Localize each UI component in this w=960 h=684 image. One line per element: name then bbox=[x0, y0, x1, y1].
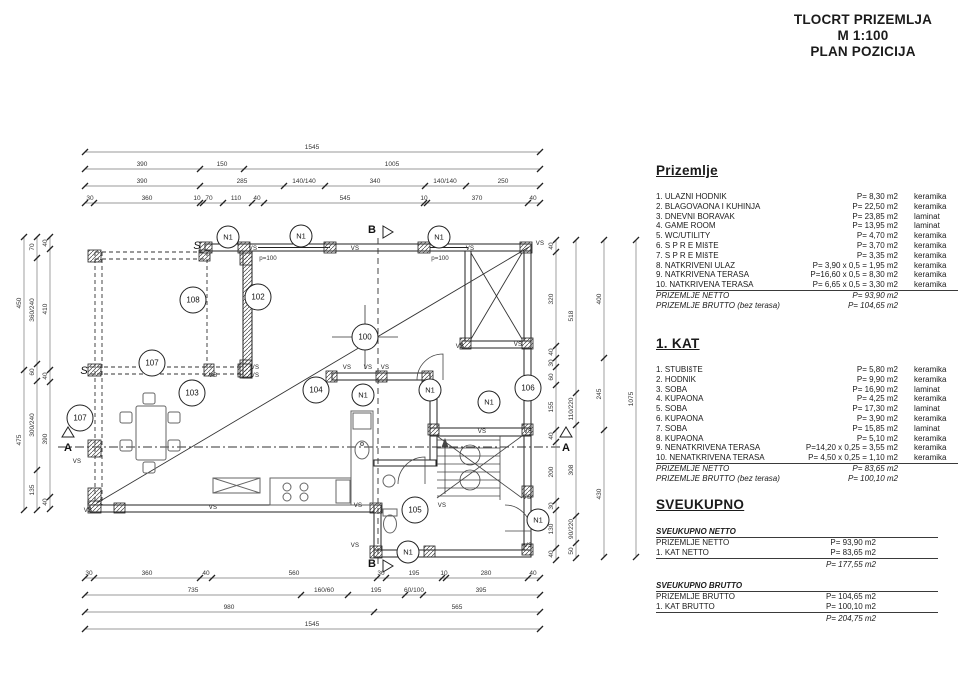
dim-label: 110/220 bbox=[568, 397, 575, 421]
section-sveukupno bbox=[656, 497, 958, 634]
total-value: P= 93,90 m2 bbox=[830, 538, 876, 547]
room-area: P=16,60 x 0,5 = 8,30 m2 bbox=[810, 270, 898, 280]
area-row bbox=[656, 221, 958, 231]
wall-vs-label: VS bbox=[248, 246, 258, 252]
toilet bbox=[384, 515, 397, 533]
dim-label: 155 bbox=[548, 401, 555, 413]
dim-label: 360/240 bbox=[29, 298, 36, 322]
dim-label: 40 bbox=[42, 498, 49, 506]
area-row bbox=[656, 261, 958, 271]
total-row bbox=[656, 592, 938, 602]
dim-label: 40 bbox=[253, 195, 261, 202]
netto-value: P= 93,90 m2 bbox=[852, 290, 898, 300]
wall-vs-label: VS bbox=[208, 505, 218, 511]
total-name: PRIZEMLJE NETTO bbox=[656, 538, 730, 547]
room-material: keramika bbox=[914, 443, 947, 453]
room-material: laminat bbox=[914, 221, 940, 231]
room-material: keramika bbox=[914, 374, 947, 384]
room-area: P= 13,95 m2 bbox=[852, 221, 898, 231]
section-heading: Prizemlje bbox=[656, 163, 718, 178]
netto-value: P= 83,65 m2 bbox=[852, 463, 898, 473]
dim-label: 195 bbox=[408, 570, 420, 577]
area-row bbox=[656, 434, 958, 444]
area-row bbox=[656, 414, 958, 424]
marker-number: N1 bbox=[223, 232, 233, 242]
room-material: keramika bbox=[914, 413, 947, 423]
total-row bbox=[656, 548, 938, 558]
total-value: P= 100,10 m2 bbox=[825, 602, 876, 611]
room-material: keramika bbox=[914, 250, 947, 260]
section-letter: B bbox=[368, 558, 376, 570]
dim-label: 565 bbox=[451, 604, 463, 611]
dim-label: 150 bbox=[216, 161, 228, 168]
total-value: P= 104,65 m2 bbox=[825, 592, 876, 601]
room-material: laminat bbox=[914, 211, 940, 221]
total-row bbox=[656, 538, 938, 548]
dim-label: 390 bbox=[42, 433, 49, 445]
dim-label: 40 bbox=[42, 372, 49, 380]
netto-grand-total: P= 177,55 m2 bbox=[825, 560, 876, 569]
area-row bbox=[656, 394, 958, 404]
dim-label: 1005 bbox=[384, 161, 400, 168]
dim-label: 30 bbox=[548, 502, 555, 510]
room-name: 5. WC/UTILITY bbox=[656, 231, 711, 241]
brutto-label: PRIZEMLJE BRUTTO (bez terasa) bbox=[656, 473, 780, 483]
dim-label: 395 bbox=[475, 587, 487, 594]
dim-label: 10 bbox=[193, 195, 201, 202]
wall-vs-label: VS bbox=[522, 495, 532, 501]
drawing-title: TLOCRT PRIZEMLJA bbox=[793, 12, 933, 27]
room-area: P= 4,25 m2 bbox=[856, 394, 898, 404]
marker-number: 106 bbox=[521, 383, 535, 393]
dimensions-and-markers bbox=[16, 144, 639, 632]
dim-label: 735 bbox=[187, 587, 199, 594]
dim-label: 320 bbox=[548, 293, 555, 305]
sveukupno-netto-block bbox=[656, 526, 938, 570]
room-area: P= 4,50 x 0,25 = 1,10 m2 bbox=[808, 453, 898, 463]
area-row bbox=[656, 192, 958, 202]
dim-label: 60 bbox=[29, 368, 36, 376]
room-name: 1. ULAZNI HODNIK bbox=[656, 192, 727, 201]
room-name: 2. HODNIK bbox=[656, 374, 697, 384]
marker-number: N1 bbox=[484, 397, 494, 407]
dim-label: 430 bbox=[596, 488, 603, 500]
section-kat bbox=[656, 336, 958, 484]
room-area: P= 15,85 m2 bbox=[852, 423, 898, 433]
wall-vs-label: VS bbox=[523, 543, 533, 549]
marker-number: 100 bbox=[358, 332, 372, 342]
section-letter: A bbox=[562, 442, 570, 454]
stove-burner bbox=[283, 483, 291, 491]
total-name: PRIZEMLJE BRUTTO bbox=[656, 592, 735, 601]
room-material: keramika bbox=[914, 280, 947, 290]
room-area: P= 5,80 m2 bbox=[856, 365, 898, 374]
dim-label: 40 bbox=[548, 348, 555, 356]
marker-number: N1 bbox=[425, 385, 435, 395]
dim-label: 280 bbox=[480, 570, 492, 577]
marker-number: N1 bbox=[434, 232, 444, 242]
dim-label: 10 bbox=[420, 195, 428, 202]
corner-s-label: S bbox=[193, 240, 201, 252]
dim-label: 1075 bbox=[628, 391, 635, 407]
dim-label: 390 bbox=[136, 178, 148, 185]
room-material: keramika bbox=[914, 201, 947, 211]
dim-label: 60/100 bbox=[404, 587, 424, 594]
marker-number: 108 bbox=[186, 295, 200, 305]
area-row bbox=[656, 443, 958, 453]
room-name: 8. NATKRIVENI ULAZ bbox=[656, 260, 735, 270]
room-name: 4. KUPAONA bbox=[656, 394, 704, 404]
marker-number: N1 bbox=[358, 390, 368, 400]
netto-row bbox=[656, 464, 958, 474]
room-area: P= 3,90 x 0,5 = 1,95 m2 bbox=[812, 260, 898, 270]
wall-vs-label: VS bbox=[513, 342, 523, 348]
dim-label: 40 bbox=[548, 550, 555, 558]
room-name: 6. S P R E MIšTE bbox=[656, 240, 719, 250]
dim-label: 140/140 bbox=[433, 178, 457, 185]
room-area: P= 8,30 m2 bbox=[856, 192, 898, 201]
room-name: 7. S P R E MIšTE bbox=[656, 250, 719, 260]
dim-label: 70 bbox=[29, 243, 36, 251]
dim-label: 400 bbox=[596, 293, 603, 305]
marker-number: 107 bbox=[145, 358, 159, 368]
area-row bbox=[656, 231, 958, 241]
wall-vs-label: VS bbox=[363, 365, 373, 371]
dim-label: 390 bbox=[136, 161, 148, 168]
dim-label: 40 bbox=[529, 195, 537, 202]
brutto-value: P= 104,65 m2 bbox=[847, 300, 898, 310]
wall-vs-label: VS bbox=[380, 365, 390, 371]
netto-label: PRIZEMLJE NETTO bbox=[656, 463, 730, 473]
room-material: keramika bbox=[914, 240, 947, 250]
dim-label: 30 bbox=[377, 570, 385, 577]
room-area: P= 23,85 m2 bbox=[852, 211, 898, 221]
dim-label: 60 bbox=[548, 373, 555, 381]
kat-table bbox=[656, 365, 958, 464]
wall-vs-label: VS bbox=[437, 503, 447, 509]
area-row bbox=[656, 212, 958, 222]
wall-vs-label: VS bbox=[523, 429, 533, 435]
parapet-label: p=100 bbox=[431, 255, 449, 262]
total-name: 1. KAT NETTO bbox=[656, 548, 709, 557]
marker-number: 102 bbox=[251, 292, 265, 302]
marker-number: 105 bbox=[408, 505, 422, 515]
room-area: P= 17,30 m2 bbox=[852, 404, 898, 414]
dim-label: 160/60 bbox=[314, 587, 334, 594]
dim-label: 70 bbox=[205, 195, 213, 202]
section-heading: SVEUKUPNO bbox=[656, 497, 745, 512]
dim-label: 40 bbox=[202, 570, 210, 577]
room-material: keramika bbox=[914, 433, 947, 443]
section-letter: B bbox=[368, 224, 376, 236]
diagonal-guides bbox=[97, 247, 529, 503]
dim-label: 518 bbox=[568, 310, 575, 322]
area-row bbox=[656, 251, 958, 261]
room-material: keramika bbox=[914, 365, 947, 374]
room-area: P= 5,10 m2 bbox=[856, 433, 898, 443]
dim-label: 30 bbox=[85, 570, 93, 577]
section-letter: A bbox=[64, 442, 72, 454]
wall-vs-label: VS bbox=[72, 459, 82, 465]
netto-row bbox=[656, 291, 958, 301]
room-name: 9. NATKRIVENA TERASA bbox=[656, 270, 750, 280]
sink bbox=[355, 441, 369, 459]
parapet-label: p=100 bbox=[259, 255, 277, 262]
prizemlje-table bbox=[656, 192, 958, 291]
dim-label: 360 bbox=[141, 570, 153, 577]
room-material: keramika bbox=[914, 231, 947, 241]
brutto-row bbox=[656, 474, 958, 484]
wall-vs-label: VS bbox=[350, 543, 360, 549]
wall-vs-label: VS bbox=[350, 246, 360, 252]
total-name: 1. KAT BRUTTO bbox=[656, 602, 715, 611]
wall-vs-label: VS bbox=[353, 503, 363, 509]
wall-vs-label: VS bbox=[477, 429, 487, 435]
room-name: 4. GAME ROOM bbox=[656, 221, 716, 231]
area-row bbox=[656, 365, 958, 375]
area-row bbox=[656, 202, 958, 212]
dim-label: 1545 bbox=[304, 144, 320, 151]
room-name: 7. SOBA bbox=[656, 423, 688, 433]
marker-number: N1 bbox=[403, 547, 413, 557]
dim-label: 140/140 bbox=[292, 178, 316, 185]
dim-label: 980 bbox=[223, 604, 235, 611]
dim-label: 475 bbox=[16, 434, 23, 446]
room-area: P= 3,90 m2 bbox=[856, 413, 898, 423]
marker-number: 104 bbox=[309, 385, 323, 395]
subsection-heading: SVEUKUPNO NETTO bbox=[656, 526, 938, 538]
dim-label: 450 bbox=[16, 297, 23, 309]
area-row bbox=[656, 404, 958, 414]
room-area: P= 6,65 x 0,5 = 3,30 m2 bbox=[812, 280, 898, 290]
room-area: P= 16,90 m2 bbox=[852, 384, 898, 394]
sveukupno-brutto-block bbox=[656, 580, 938, 624]
dim-label: 560 bbox=[288, 570, 300, 577]
brutto-grand-total: P= 204,75 m2 bbox=[825, 614, 876, 623]
dim-label: 545 bbox=[339, 195, 351, 202]
room-material: keramika bbox=[914, 270, 947, 280]
dim-label: 135 bbox=[29, 484, 36, 496]
dining-table bbox=[136, 406, 166, 460]
drawing-scale: M 1:100 bbox=[837, 28, 889, 43]
room-name: 10. NATKRIVENA TERASA bbox=[656, 280, 754, 290]
wall-vs-label: VS bbox=[342, 365, 352, 371]
washbasin bbox=[383, 475, 395, 487]
wall-vs-label: VS bbox=[465, 246, 475, 252]
drawing-subtitle: PLAN POZICIJA bbox=[810, 44, 916, 59]
room-area: P= 9,90 m2 bbox=[856, 374, 898, 384]
marker-number: 107 bbox=[73, 413, 87, 423]
wall-vs-label: VS bbox=[208, 373, 218, 379]
room-name: 3. SOBA bbox=[656, 384, 688, 394]
marker-number: N1 bbox=[296, 231, 306, 241]
section-heading: 1. KAT bbox=[656, 336, 700, 351]
wall-vs-label: VS bbox=[250, 365, 260, 371]
area-row bbox=[656, 280, 958, 290]
stairs bbox=[437, 436, 522, 500]
room-material: keramika bbox=[914, 394, 947, 404]
wall-vs-label: VS bbox=[535, 241, 545, 247]
wall-vs-label: VS bbox=[250, 373, 260, 379]
area-row bbox=[656, 385, 958, 395]
netto-label: PRIZEMLJE NETTO bbox=[656, 290, 730, 300]
dim-label: 90/220 bbox=[568, 519, 575, 539]
subsection-heading: SVEUKUPNO BRUTTO bbox=[656, 580, 938, 592]
dim-label: 340 bbox=[369, 178, 381, 185]
wall-vs-label: VS bbox=[455, 344, 465, 350]
room-area: P= 22,50 m2 bbox=[852, 201, 898, 211]
dim-label: 40 bbox=[548, 432, 555, 440]
room-material: keramika bbox=[914, 192, 947, 201]
dim-label: 110 bbox=[230, 195, 242, 202]
room-name: 3. DNEVNI BORAVAK bbox=[656, 211, 735, 221]
room-area: P= 4,70 m2 bbox=[856, 231, 898, 241]
dim-label: 200 bbox=[548, 466, 555, 478]
wall-vs-label: VS bbox=[83, 508, 93, 514]
dim-label: 10 bbox=[440, 570, 448, 577]
room-material: keramika bbox=[914, 260, 947, 270]
room-name: 8. KUPAONA bbox=[656, 433, 704, 443]
room-name: 10. NENATKRIVENA TERASA bbox=[656, 453, 765, 463]
dim-label: 40 bbox=[548, 242, 555, 250]
dim-label: 360 bbox=[141, 195, 153, 202]
dim-label: 410 bbox=[42, 303, 49, 315]
corner-s-label: S bbox=[80, 365, 88, 377]
dim-label: 40 bbox=[42, 239, 49, 247]
area-row bbox=[656, 453, 958, 463]
section-prizemlje bbox=[656, 163, 958, 311]
kitchen-counter bbox=[351, 411, 373, 505]
room-material: laminat bbox=[914, 384, 940, 394]
dim-label: 30 bbox=[548, 359, 555, 367]
netto-table bbox=[656, 538, 938, 558]
dim-label: 250 bbox=[497, 178, 509, 185]
room-name: 5. SOBA bbox=[656, 404, 688, 414]
total-row bbox=[656, 602, 938, 612]
room-area: P= 3,70 m2 bbox=[856, 240, 898, 250]
brutto-label: PRIZEMLJE BRUTTO (bez terasa) bbox=[656, 300, 780, 310]
area-row bbox=[656, 424, 958, 434]
room-material: laminat bbox=[914, 423, 940, 433]
dim-label: 308 bbox=[568, 464, 575, 476]
room-material: laminat bbox=[914, 404, 940, 414]
area-row bbox=[656, 375, 958, 385]
room-material: keramika bbox=[914, 453, 947, 463]
dim-label: 195 bbox=[370, 587, 382, 594]
title-block bbox=[772, 12, 954, 60]
total-value: P= 83,65 m2 bbox=[830, 548, 876, 557]
brutto-row bbox=[656, 301, 958, 311]
dim-label: 50 bbox=[568, 547, 575, 555]
marker-number: 103 bbox=[185, 388, 199, 398]
dim-label: 300/240 bbox=[29, 413, 36, 437]
room-area: P= 3,35 m2 bbox=[856, 250, 898, 260]
room-name: 2. BLAGOVAONA I KUHINJA bbox=[656, 201, 761, 211]
dim-label: 40 bbox=[529, 570, 537, 577]
room-name: 1. STUBIšTE bbox=[656, 365, 703, 374]
dim-label: 370 bbox=[471, 195, 483, 202]
brutto-value: P= 100,10 m2 bbox=[847, 473, 898, 483]
dim-label: 30 bbox=[86, 195, 94, 202]
area-row bbox=[656, 241, 958, 251]
dim-label: 285 bbox=[236, 178, 248, 185]
dim-label: 245 bbox=[596, 388, 603, 400]
area-row bbox=[656, 270, 958, 280]
dim-label: 130 bbox=[548, 523, 555, 535]
room-name: 6. KUPAONA bbox=[656, 413, 704, 423]
room-area: P=14,20 x 0,25 = 3,55 m2 bbox=[805, 443, 898, 453]
brutto-table bbox=[656, 592, 938, 612]
marker-number: N1 bbox=[533, 515, 543, 525]
room-name: 9. NENATKRIVENA TERASA bbox=[656, 443, 761, 453]
terrace-dashed-outline bbox=[90, 252, 243, 505]
dim-label: 1545 bbox=[304, 621, 320, 628]
